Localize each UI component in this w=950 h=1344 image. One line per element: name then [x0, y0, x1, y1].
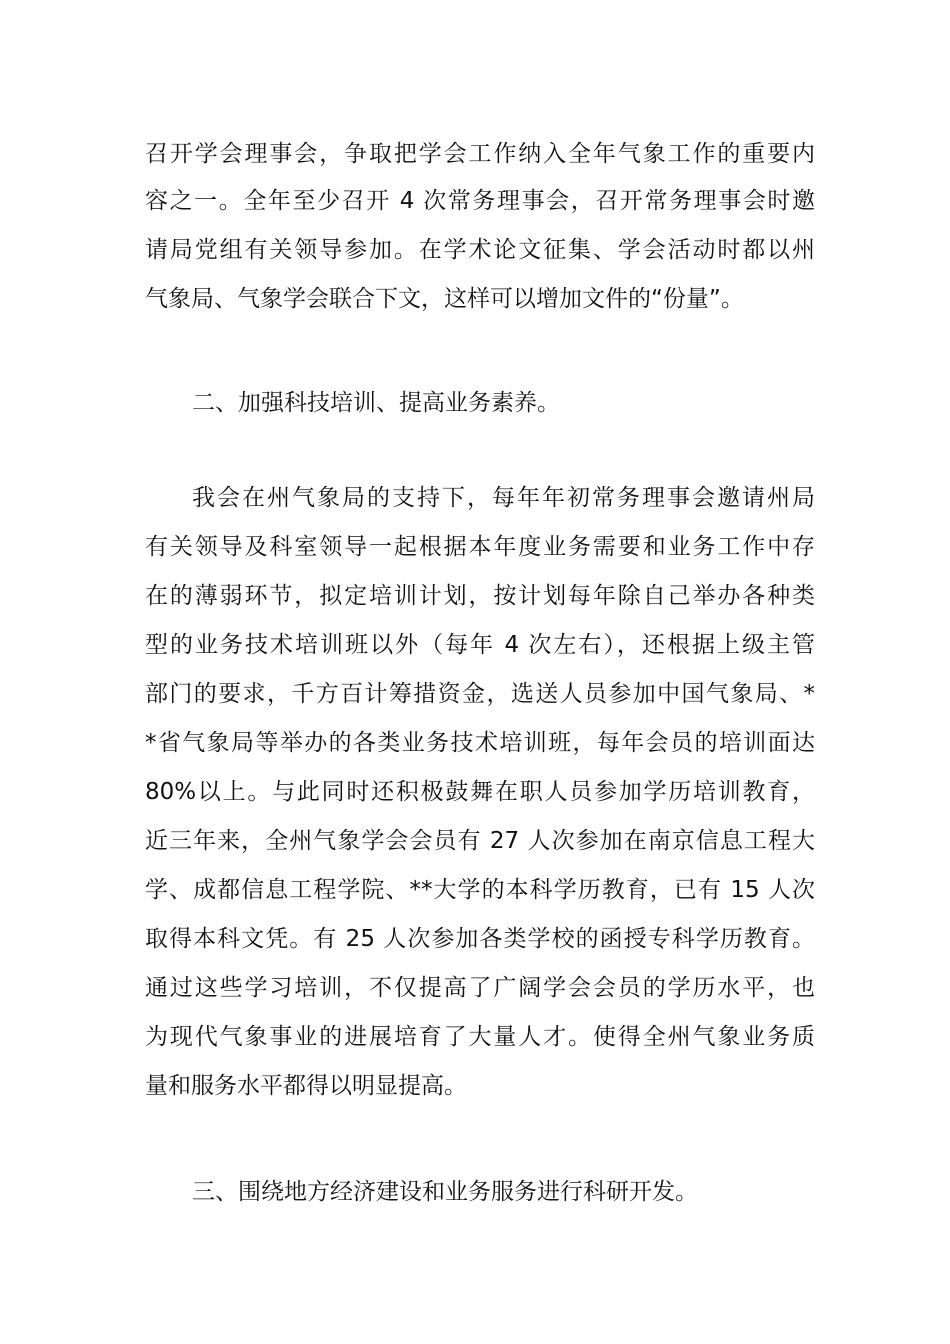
paragraph-line: 近三年来，全州气象学会会员有 27 人次参加在南京信息工程大 — [145, 828, 815, 854]
section-heading-3: 三、围绕地方经济建设和业务服务进行科研开发。 — [192, 1179, 698, 1205]
paragraph-line: 容之一。全年至少召开 4 次常务理事会，召开常务理事会时邀 — [145, 188, 815, 214]
paragraph-line: 量和服务水平都得以明显提高。 — [145, 1073, 467, 1099]
paragraph-line: 在的薄弱环节，拟定培训计划，按计划每年除自己举办各种类 — [145, 583, 815, 609]
paragraph-line: 型的业务技术培训班以外（每年 4 次左右），还根据上级主管 — [145, 632, 815, 658]
paragraph-line: 有关领导及科室领导一起根据本年度业务需要和业务工作中存 — [145, 534, 815, 560]
paragraph-line: 部门的要求，千方百计筹措资金，选送人员参加中国气象局、* — [145, 681, 815, 707]
paragraph-line: 气象局、气象学会联合下文，这样可以增加文件的“份量”。 — [145, 286, 744, 312]
paragraph-line: *省气象局等举办的各类业务技术培训班，每年会员的培训面达 — [145, 730, 815, 756]
paragraph-line: 取得本科文凭。有 25 人次参加各类学校的函授专科学历教育。 — [145, 926, 815, 952]
section-heading-2: 二、加强科技培训、提高业务素养。 — [192, 390, 560, 416]
paragraph-line: 为现代气象事业的进展培育了大量人才。使得全州气象业务质 — [145, 1024, 815, 1050]
paragraph-line: 召开学会理事会，争取把学会工作纳入全年气象工作的重要内 — [145, 141, 815, 167]
paragraph-line: 我会在州气象局的支持下，每年年初常务理事会邀请州局 — [192, 485, 815, 511]
paragraph-line: 学、成都信息工程学院、**大学的本科学历教育，已有 15 人次 — [145, 877, 815, 903]
paragraph-line: 通过这些学习培训，不仅提高了广阔学会会员的学历水平，也 — [145, 975, 815, 1001]
paragraph-line: 80%以上。与此同时还积极鼓舞在职人员参加学历培训教育， — [145, 779, 815, 805]
paragraph-line: 请局党组有关领导参加。在学术论文征集、学会活动时都以州 — [145, 237, 815, 263]
